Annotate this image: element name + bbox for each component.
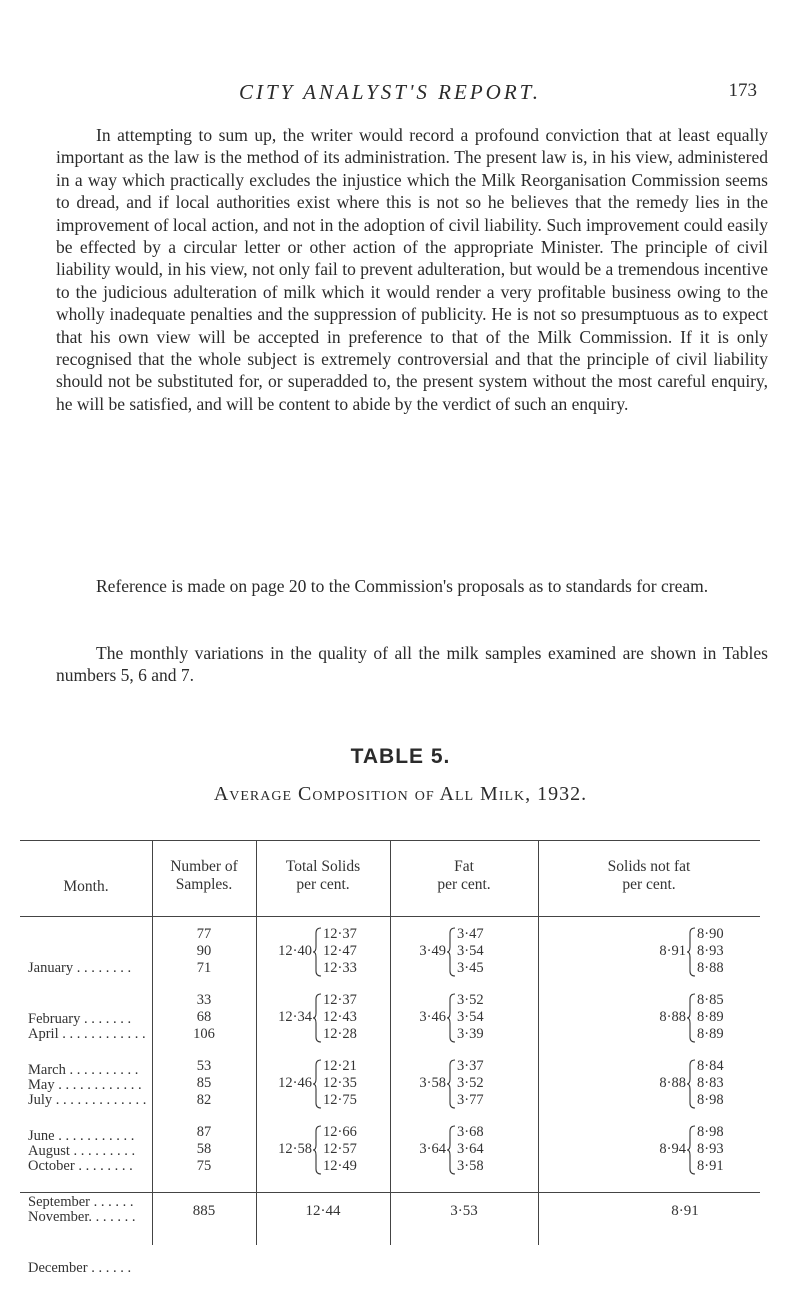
- samples-value: 58: [196, 1141, 212, 1157]
- ts-value: 12·28: [323, 1026, 357, 1042]
- samples-list: [152, 1124, 256, 1175]
- ts-value: 12·37: [323, 926, 357, 942]
- total-samples: 885: [192, 1203, 216, 1219]
- samples-value: 77: [196, 926, 212, 942]
- ts-values: [323, 926, 357, 977]
- brace-icon: [312, 993, 322, 1043]
- samples-value: 75: [196, 1158, 212, 1174]
- paragraph-cream-reference: Reference is made on page 20 to the Commission's proposals as to standards for cream.: [96, 576, 709, 596]
- ts-quarter-mean: 12·34: [278, 1009, 312, 1025]
- header-month: Month.: [63, 878, 109, 895]
- total-fat: 3·53: [450, 1203, 478, 1219]
- header-samples-line1: Number of: [170, 858, 238, 875]
- snf-value: 8·89: [697, 1009, 724, 1025]
- samples-list: [152, 1058, 256, 1109]
- ts-value: 12·66: [323, 1124, 357, 1140]
- ts-values: [323, 992, 357, 1043]
- column-rule: [256, 840, 257, 1245]
- ts-value: 12·21: [323, 1058, 357, 1074]
- paragraph-monthly-variations: The monthly variations in the quality of all the milk samples examined are shown in Tables numbers 5, 6 and 7.: [56, 643, 768, 686]
- samples-value: 90: [196, 943, 212, 959]
- month-label: December: [28, 1260, 88, 1276]
- fat-values: [457, 926, 484, 977]
- fat-value: 3·37: [457, 1058, 484, 1074]
- header-fat-line1: Fat: [454, 858, 474, 875]
- snf-quarter-mean: 8·94: [659, 1141, 686, 1157]
- month-list: April . . . . . . . . . . . . May . . . . . . . . . . . . June . . . . . . . . . . .: [28, 1026, 146, 1144]
- snf-value: 8·90: [697, 926, 724, 942]
- fat-quarter-mean: 3·49: [419, 943, 446, 959]
- month-label: November: [28, 1209, 89, 1225]
- fat-value: 3·52: [457, 1075, 484, 1091]
- samples-value: 87: [196, 1124, 212, 1140]
- samples-value: 85: [196, 1075, 212, 1091]
- month-list: July . . . . . . . . . . . . . August . . . . . . . . . September . . . . . .: [28, 1092, 147, 1210]
- ts-quarter-mean: 12·40: [278, 943, 312, 959]
- brace-icon: [446, 1059, 456, 1109]
- snf-values: [697, 1058, 724, 1109]
- column-rule: [538, 840, 539, 1245]
- ts-values: [323, 1058, 357, 1109]
- snf-value: 8·98: [697, 1092, 724, 1108]
- brace-icon: [312, 1059, 322, 1109]
- snf-value: 8·91: [697, 1158, 724, 1174]
- brace-icon: [686, 993, 696, 1043]
- table-title: TABLE 5.: [350, 745, 451, 768]
- month-label: January: [28, 960, 74, 976]
- header-snf: [538, 858, 760, 894]
- snf-quarter-mean: 8·88: [659, 1009, 686, 1025]
- brace-icon: [446, 993, 456, 1043]
- header-samples: [152, 858, 256, 894]
- snf-values: [697, 1124, 724, 1175]
- month-list: October . . . . . . . . November. . . . . . . December . . . . . .: [28, 1158, 136, 1276]
- fat-value: 3·47: [457, 926, 484, 942]
- fat-values: [457, 1124, 484, 1175]
- ts-value: 12·37: [323, 992, 357, 1008]
- month-label: July: [28, 1092, 53, 1108]
- snf-value: 8·88: [697, 960, 724, 976]
- fat-value: 3·54: [457, 1009, 484, 1025]
- ts-values: [323, 1124, 357, 1175]
- header-snf-line1: Solids not fat: [607, 858, 691, 875]
- header-total-solids: [256, 858, 390, 894]
- month-label: June: [28, 1128, 55, 1144]
- ts-quarter-mean: 12·58: [278, 1141, 312, 1157]
- samples-value: 71: [196, 960, 212, 976]
- month-label: May: [28, 1077, 55, 1093]
- month-label: September: [28, 1194, 91, 1210]
- fat-value: 3·58: [457, 1158, 484, 1174]
- brace-icon: [446, 927, 456, 977]
- month-label: February: [28, 1011, 81, 1027]
- brace-icon: [312, 927, 322, 977]
- header-total-solids-line1: Total Solids: [285, 858, 361, 875]
- month-list: January . . . . . . . . February . . . . . . . March . . . . . . . . . .: [28, 960, 139, 1078]
- brace-icon: [686, 927, 696, 977]
- samples-list: [152, 926, 256, 977]
- snf-values: [697, 992, 724, 1043]
- ts-quarter-mean: 12·46: [278, 1075, 312, 1091]
- header-fat: [390, 858, 538, 894]
- column-rule: [390, 840, 391, 1245]
- fat-value: 3·64: [457, 1141, 484, 1157]
- samples-value: 68: [196, 1009, 212, 1025]
- samples-value: 53: [196, 1058, 212, 1074]
- composition-table: [20, 840, 780, 1276]
- snf-value: 8·93: [697, 943, 724, 959]
- ts-value: 12·57: [323, 1141, 357, 1157]
- header-samples-line2: Samples.: [175, 876, 233, 893]
- header-snf-line2: per cent.: [622, 876, 676, 893]
- fat-value: 3·68: [457, 1124, 484, 1140]
- brace-icon: [686, 1125, 696, 1175]
- fat-value: 3·52: [457, 992, 484, 1008]
- header-total-solids-line2: per cent.: [296, 876, 350, 893]
- snf-value: 8·93: [697, 1141, 724, 1157]
- ts-value: 12·43: [323, 1009, 357, 1025]
- brace-icon: [446, 1125, 456, 1175]
- paragraph-conclusion: In attempting to sum up, the writer would record a profound conviction that at least equally important as the law is the method of its administration. The present law is, in his view, administered in a way which practically excludes the injustice which the Milk Reorganisation Commission seems to dread, and if local authorities exist where this is not so he believes that the remedy lies in the improvement of local action, and not in the adoption of civil liability. Such improvement could easily be effected by a circular letter or other action of the appropriate Minister. The principle of civil liability would, in his view, not only fail to prevent adulteration, but would be a tremendous incentive to the judicious adulteration of milk which it would render a very profitable business owing to the wholly inadequate penalties and the suppression of publicity. He is not so presumptuous as to expect that his own view will be accepted in preference to that of the Milk Commission. If it is only recognised that the whole subject is extremely controversial and that the principle of civil liability should not be substituted for, or superadded to, the present system without the most careful enquiry, he will be satisfied, and will be content to abide by the verdict of such an enquiry.: [56, 125, 768, 414]
- ts-value: 12·75: [323, 1092, 357, 1108]
- fat-quarter-mean: 3·64: [419, 1141, 446, 1157]
- snf-value: 8·84: [697, 1058, 724, 1074]
- page-number: 173: [728, 80, 757, 101]
- ts-value: 12·49: [323, 1158, 357, 1174]
- samples-value: 82: [196, 1092, 212, 1108]
- ts-value: 12·47: [323, 943, 357, 959]
- samples-value: 33: [196, 992, 212, 1008]
- snf-value: 8·98: [697, 1124, 724, 1140]
- snf-quarter-mean: 8·91: [659, 943, 686, 959]
- fat-value: 3·54: [457, 943, 484, 959]
- snf-values: [697, 926, 724, 977]
- total-snf: 8·91: [671, 1203, 699, 1219]
- fat-value: 3·77: [457, 1092, 484, 1108]
- snf-quarter-mean: 8·88: [659, 1075, 686, 1091]
- snf-value: 8·83: [697, 1075, 724, 1091]
- snf-value: 8·89: [697, 1026, 724, 1042]
- fat-value: 3·45: [457, 960, 484, 976]
- samples-value: 106: [193, 1026, 215, 1042]
- brace-icon: [312, 1125, 322, 1175]
- fat-value: 3·39: [457, 1026, 484, 1042]
- fat-quarter-mean: 3·46: [419, 1009, 446, 1025]
- total-total-solids: 12·44: [305, 1203, 341, 1219]
- running-header: [0, 80, 801, 108]
- fat-values: [457, 1058, 484, 1109]
- month-label: March: [28, 1062, 66, 1078]
- header-fat-line2: per cent.: [437, 876, 491, 893]
- month-label: October: [28, 1158, 75, 1174]
- fat-quarter-mean: 3·58: [419, 1075, 446, 1091]
- fat-values: [457, 992, 484, 1043]
- ts-value: 12·33: [323, 960, 357, 976]
- table-caption: Average Composition of All Milk, 1932.: [213, 783, 588, 805]
- ts-value: 12·35: [323, 1075, 357, 1091]
- running-title: CITY ANALYST'S REPORT.: [238, 80, 542, 104]
- samples-list: [152, 992, 256, 1043]
- month-label: August: [28, 1143, 70, 1159]
- month-label: April: [28, 1026, 59, 1042]
- brace-icon: [686, 1059, 696, 1109]
- snf-value: 8·85: [697, 992, 724, 1008]
